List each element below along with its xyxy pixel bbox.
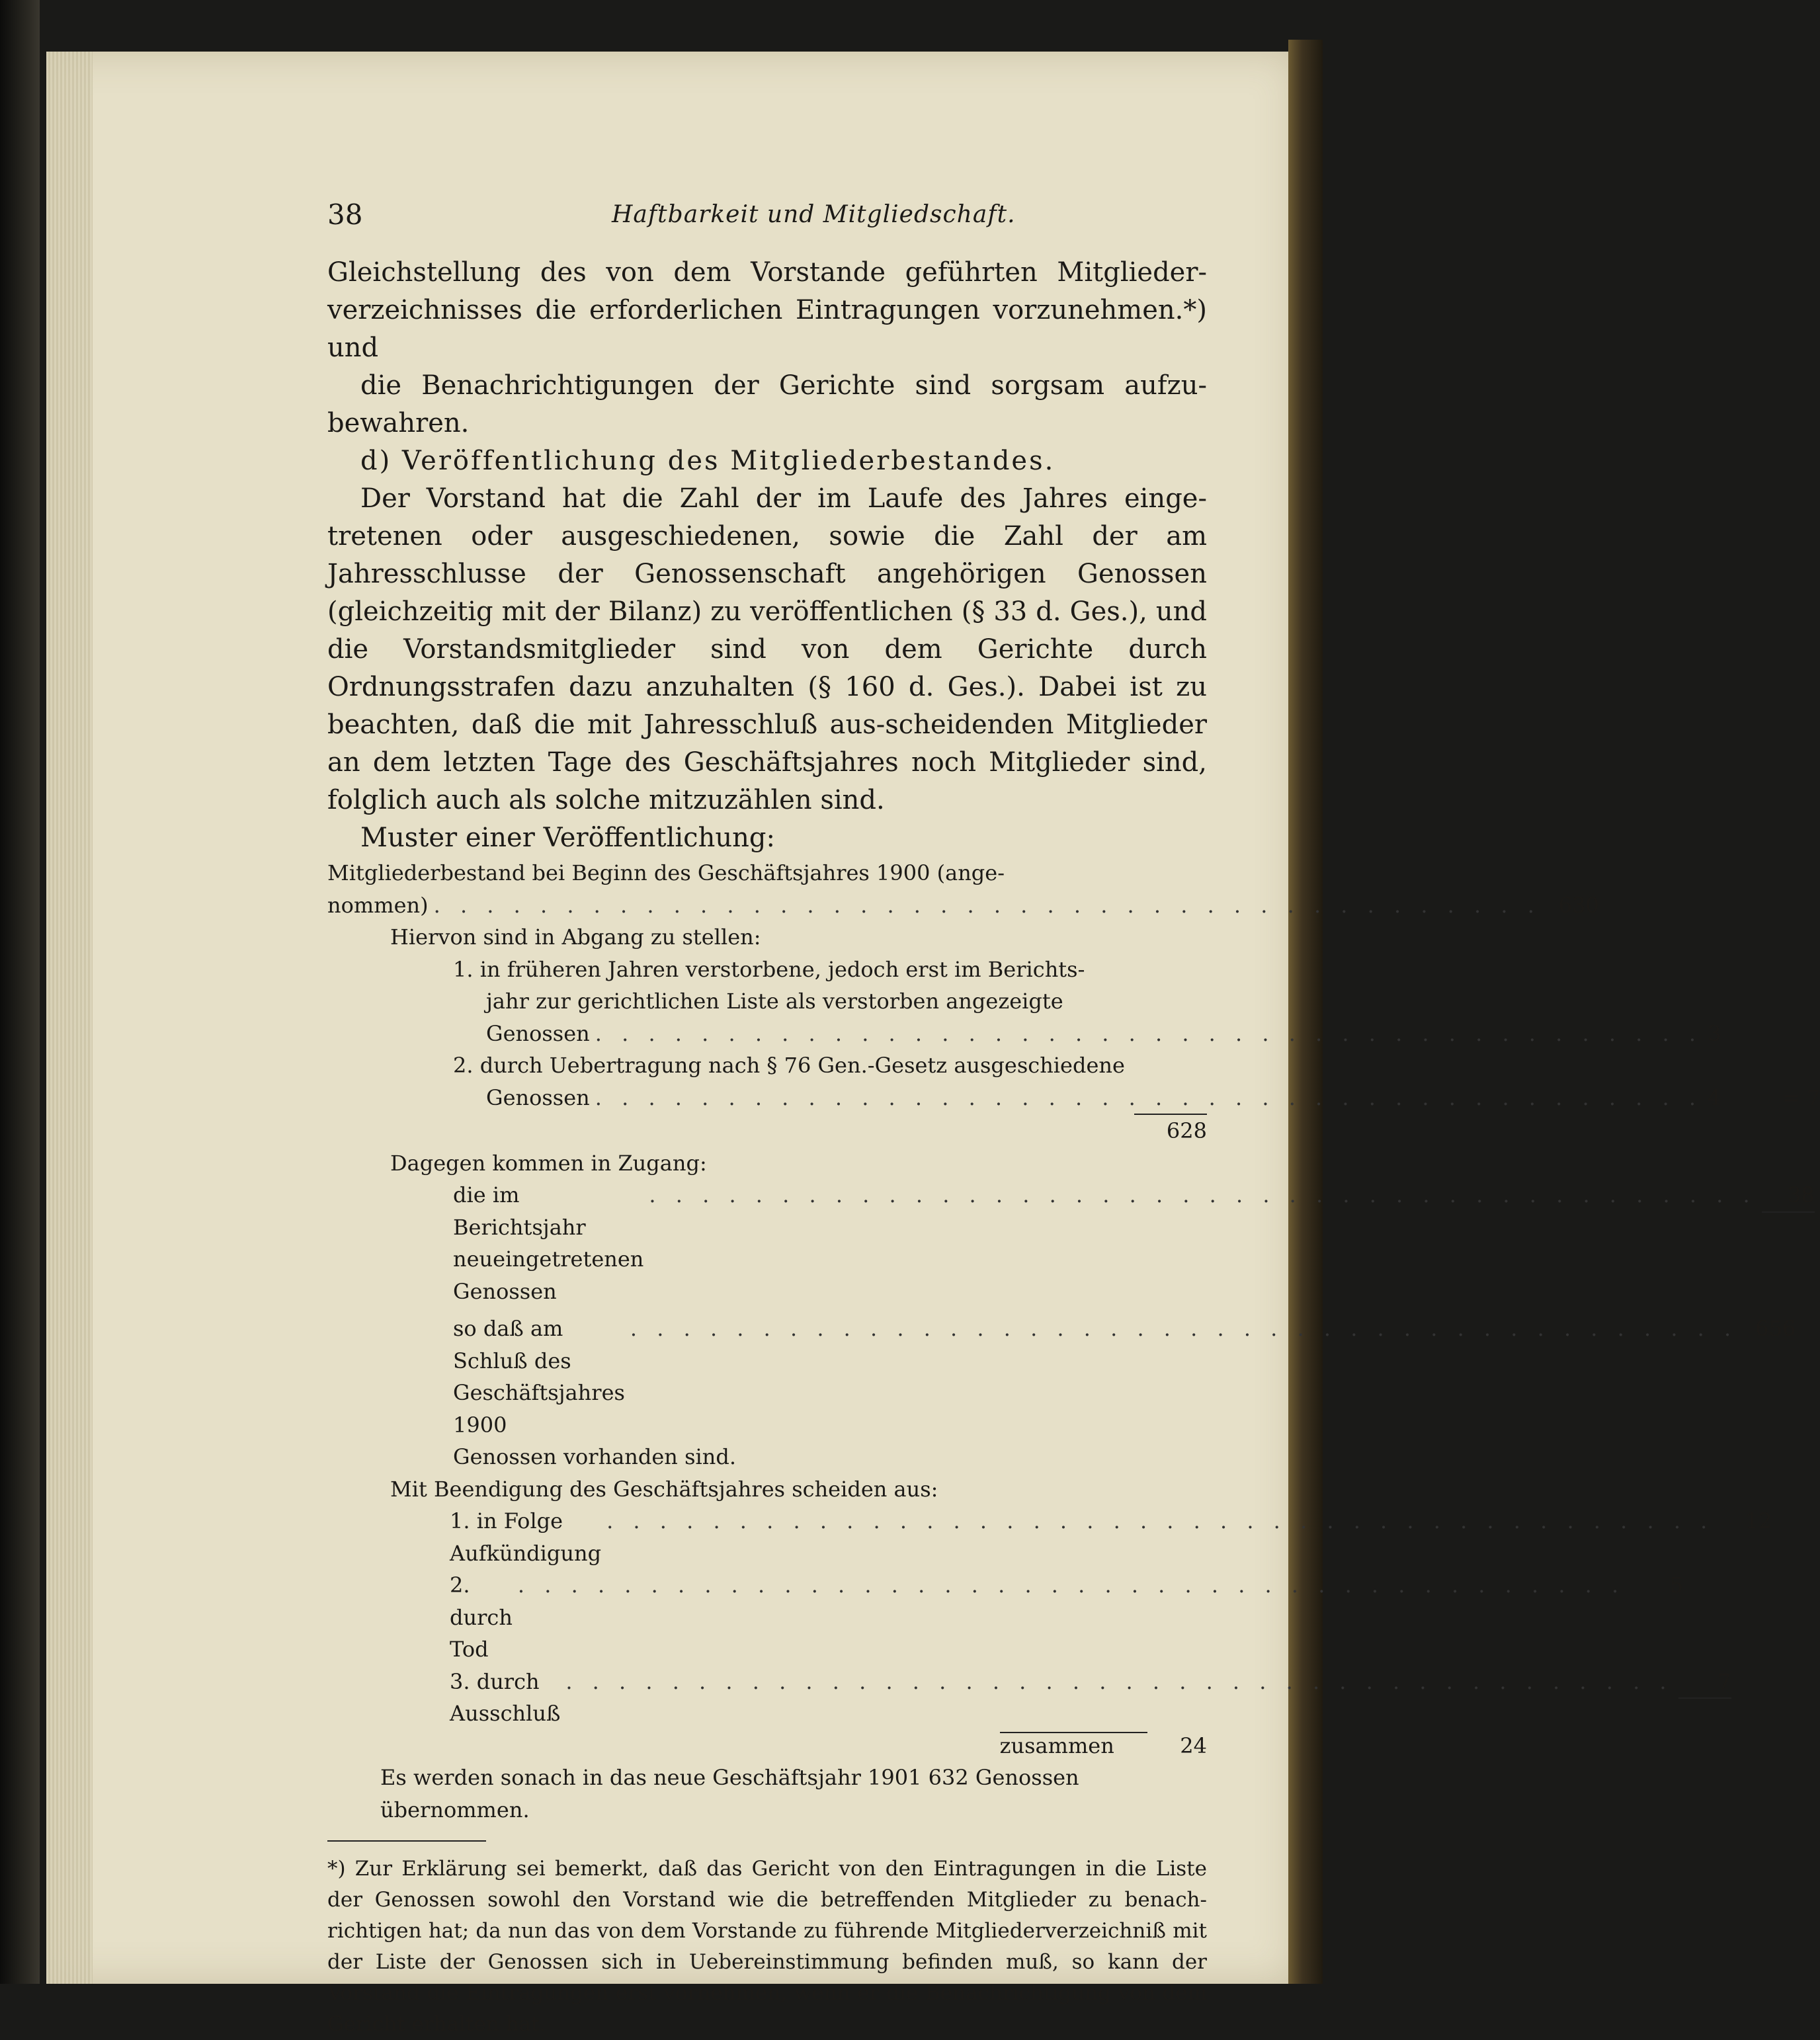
zugang-label: Dagegen kommen in Zugang: xyxy=(390,1150,707,1176)
page-number: 38 xyxy=(327,198,363,231)
aus3-label: 3. durch Ausschluß xyxy=(450,1668,561,1726)
aus1-row xyxy=(327,1505,1772,1569)
item2-line2: Genossen xyxy=(486,1084,590,1110)
aus2-row xyxy=(327,1569,1684,1666)
leader-dots: . . . . . . . . . . . . . . . . . . . . . . . . . . . . . . . . . . . . . . . . . . xyxy=(517,1572,1626,1598)
item1-row xyxy=(327,1018,1721,1050)
item2-eq: = 7 xyxy=(1782,1084,1820,1110)
zusammen-row xyxy=(327,1730,1207,1762)
subtotal-row xyxy=(327,1114,1207,1147)
item1-value: 3 xyxy=(1708,1020,1721,1046)
ende-line1: so daß am Schluß des Geschäftsjahres 1900 xyxy=(453,1316,625,1438)
subtotal-value: 628 xyxy=(1134,1114,1207,1147)
leader-dots: . . . . . . . . . . . . . . . . . . . . . . . . . . . . . . . . . . . . . . . . . . xyxy=(565,1668,1673,1694)
aus3-row xyxy=(327,1666,1731,1730)
footnote: *) Zur Erklärung sei bemerkt, daß das Gericht von den Eintragungen in die Liste der Genossen sowohl den Vorstand wie die betreffenden Mitglieder zu benach-richtigen hat; da nun das von dem Vorstande zu führende Mitgliederverzeichniß mit der Liste der Genossen sich in Uebereinstimmung befinden muß, so kann der Vorstand die Eintragungen erst vornehmen, wenn er die Benachrichtigung von dem Gericht erhalten hat. xyxy=(327,1857,1207,2036)
muster-heading: Muster einer Veröffentlichung: xyxy=(360,823,775,853)
aus1-label: 1. in Folge Aufkündigung xyxy=(450,1508,602,1566)
item1-line1: 1. in früheren Jahren verstorbene, jedoch erst im Berichts- xyxy=(453,956,1085,982)
zusammen-value: 24 xyxy=(1180,1733,1207,1758)
aus2-value: 5 xyxy=(1669,1572,1684,1598)
item1-line3: Genossen xyxy=(486,1020,590,1046)
leader-dots: . . . . . . . . . . . . . . . . . . . . . . . . . . . . . . . . . . . . . . . . . . xyxy=(630,1316,1738,1341)
final-line: Es werden sonach in das neue Geschäftsjahr 1901 632 Genossen übernommen. xyxy=(380,1765,1079,1822)
zugang-value: 38 xyxy=(1762,1179,1815,1213)
page-header xyxy=(327,198,1207,238)
start-value: 630 xyxy=(1558,892,1599,918)
item2-line1: 2. durch Uebertragung nach § 76 Gen.-Gesetz ausgeschiedene xyxy=(453,1053,1125,1078)
leader-dots: . . . . . . . . . . . . . . . . . . . . . . . . . . . . . . . . . . . . . . . . . . xyxy=(595,1084,1703,1110)
zugang-line: die im Berichtsjahr neueingetretenen Genossen xyxy=(453,1182,644,1304)
abgang-label: Hiervon sind in Abgang zu stellen: xyxy=(390,924,761,950)
start-row xyxy=(327,889,1599,922)
start-line-1: Mitgliederbestand bei Beginn des Geschäftsjahres 1900 (ange- xyxy=(327,860,1005,885)
page-edges xyxy=(46,52,93,1984)
leader-dots: . . . . . . . . . . . . . . . . . . . . . . . . . . . . . . . . . . . . . . . . . . xyxy=(606,1508,1714,1533)
footnote-rule xyxy=(327,1840,486,1842)
membership-table xyxy=(327,857,1820,1826)
aus1-value: 12 xyxy=(1745,1508,1772,1533)
ende-value: 656 xyxy=(1755,1316,1796,1341)
paragraph-2: die Benachrichtigungen der Gerichte sind sorgsam aufzu-bewahren. xyxy=(327,370,1207,438)
item2-row xyxy=(327,1082,1820,1114)
leader-dots: . . . . . . . . . . . . . . . . . . . . . . . . . . . . . . . . . . . . . . . . . . xyxy=(649,1182,1757,1207)
paragraph-1: Gleichstellung des von dem Vorstande geführten Mitglieder-verzeichnisses die erforderlichen Eintragungen vorzunehmen.*) und xyxy=(327,257,1207,363)
start-line-2: nommen) xyxy=(327,892,429,918)
ende-row xyxy=(327,1313,1796,1441)
book-spine xyxy=(0,0,40,1984)
ende-line2: Genossen vorhanden sind. xyxy=(453,1444,736,1469)
aus-label: Mit Beendigung des Geschäftsjahres scheiden aus: xyxy=(390,1476,938,1502)
aus3-value: 7 xyxy=(1678,1666,1731,1699)
aus2-label: 2. durch Tod xyxy=(450,1572,513,1662)
leader-dots: . . . . . . . . . . . . . . . . . . . . . . . . . . . . . . . . . . . . . . . . . . xyxy=(595,1020,1703,1046)
section-heading: d) Veröffentlichung des Mitgliederbestandes. xyxy=(360,446,1055,476)
item1-line2: jahr zur gerichtlichen Liste als verstorben angezeigte xyxy=(486,989,1063,1014)
page-content xyxy=(327,198,1820,2040)
leader-dots: . . . . . . . . . . . . . . . . . . . . . . . . . . . . . . . . . . . . . . . . . . xyxy=(433,892,1541,918)
running-title: Haftbarkeit und Mitgliedschaft. xyxy=(612,201,1016,228)
paragraph-3: Der Vorstand hat die Zahl der im Laufe des Jahres einge-tretenen oder ausgeschiedenen, sowie die Zahl der am Jahresschlusse der Genossenschaft angehörigen Genossen (gleichzeitig mit der Bilanz) zu veröffentlichen (§ 33 d. Ges.), und die Vorstandsmitglieder sind von dem Gerichte durch Ordnungsstrafen dazu anzuhalten (§ 160 d. Ges.). Dabei ist zu beachten, daß die mit Jahresschluß aus-scheidenden Mitglieder an dem letzten Tage des Geschäftsjahres noch Mitglieder sind, folglich auch als solche mitzuzählen sind. xyxy=(327,483,1207,815)
item2-value: 4 xyxy=(1708,1084,1721,1110)
zusammen-label: zusammen xyxy=(1000,1732,1147,1758)
zugang-row xyxy=(327,1179,1815,1307)
